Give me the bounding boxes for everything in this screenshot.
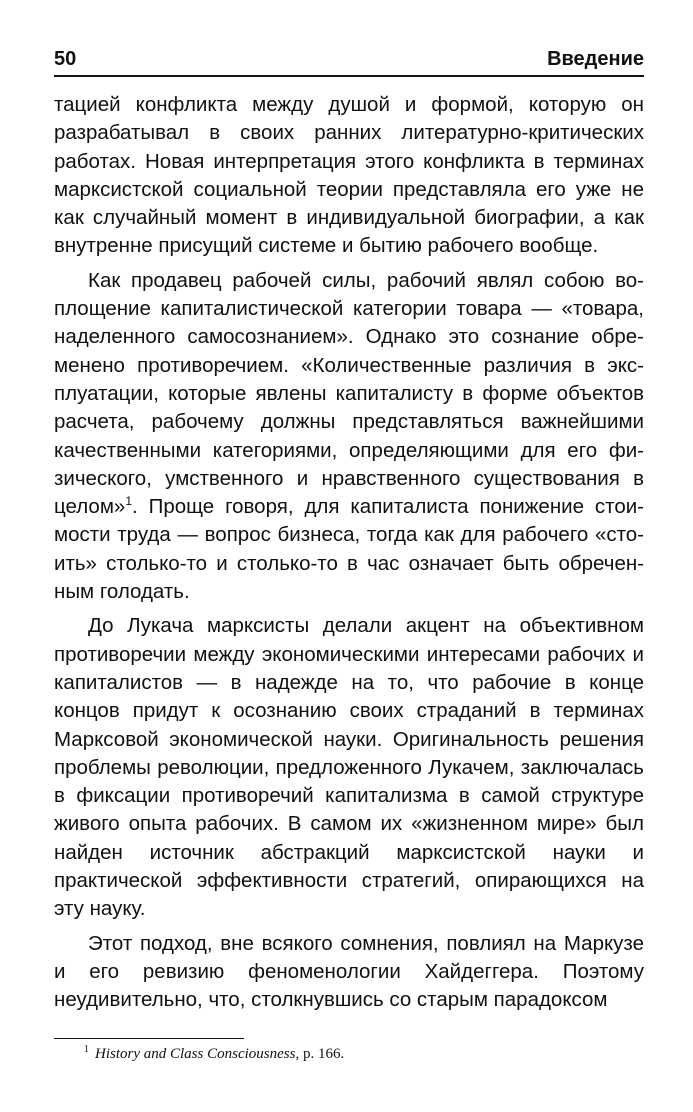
paragraph-4: Этот подход, вне всякого сомнения, повлиял на Маркузе и его ревизию феноменологии Хайдеггера. Поэтому неудивительно, что, столкнувшись со старым парадоксом — [54, 931, 644, 1012]
body-text — [54, 91, 644, 1021]
footnote-rule — [54, 1038, 244, 1039]
paragraph-1: тацией конфликта между душой и формой, которую он разрабатывал в своих ранних литературно-критических работах. Новая интерпретация этого конфликта в терминах марксистской социальной теории представляла его уже не как случайный момент в индивидуальной биографии, а как внутренне присущий системе и бытию рабочего вообще. — [54, 93, 644, 258]
footnote — [54, 1044, 644, 1064]
paragraph-2 — [54, 267, 644, 607]
paragraph-2-part-2: . Проще говоря, для капиталиста понижение стоимости труда — вопрос бизнеса, тогда как для рабочего «стоить» столько-то и столько-то в час означает быть обреченным голодать. — [54, 495, 644, 604]
footnote-reference: 1 — [125, 494, 133, 509]
page-number: 50 — [54, 48, 77, 70]
footnote-citation: , p. 166. — [295, 1046, 345, 1062]
paragraph-3: До Лукача марксисты делали акцент на объективном противоречии между экономическими интересами рабочих и капиталистов — в надежде на то, что рабочие в конце концов придут к осознанию своих страданий в терминах Марксовой экономической науки. Оригинальность решения проблемы революции, предложенного Лукачем, заключалась в фиксации противоречий капитализма в самой структуре живого опыта рабочих. В самом их «жизненном мире» был найден источник абстракций марксистской науки и практической эффективности стратегий, опирающихся на эту науку. — [54, 614, 644, 921]
footnote-title: History and Class Consciousness — [95, 1046, 296, 1062]
running-title: Введение — [547, 48, 644, 70]
footnote-mark: 1 — [84, 1044, 89, 1055]
paragraph-2-part-1: Как продавец рабочей силы, рабочий являл собою воплощение капиталистической категории товара — «товара, наделенного самосознанием». Однако это сознание обременено противоречием. «Количественные различия в эксплуатации, которые явлены капиталисту в форме объектов расчета, рабочему должны представляться важнейшими качественными категориями, определяющими для его физического, умственного и нравственного существования в целом» — [54, 268, 644, 519]
header-rule — [54, 75, 644, 77]
